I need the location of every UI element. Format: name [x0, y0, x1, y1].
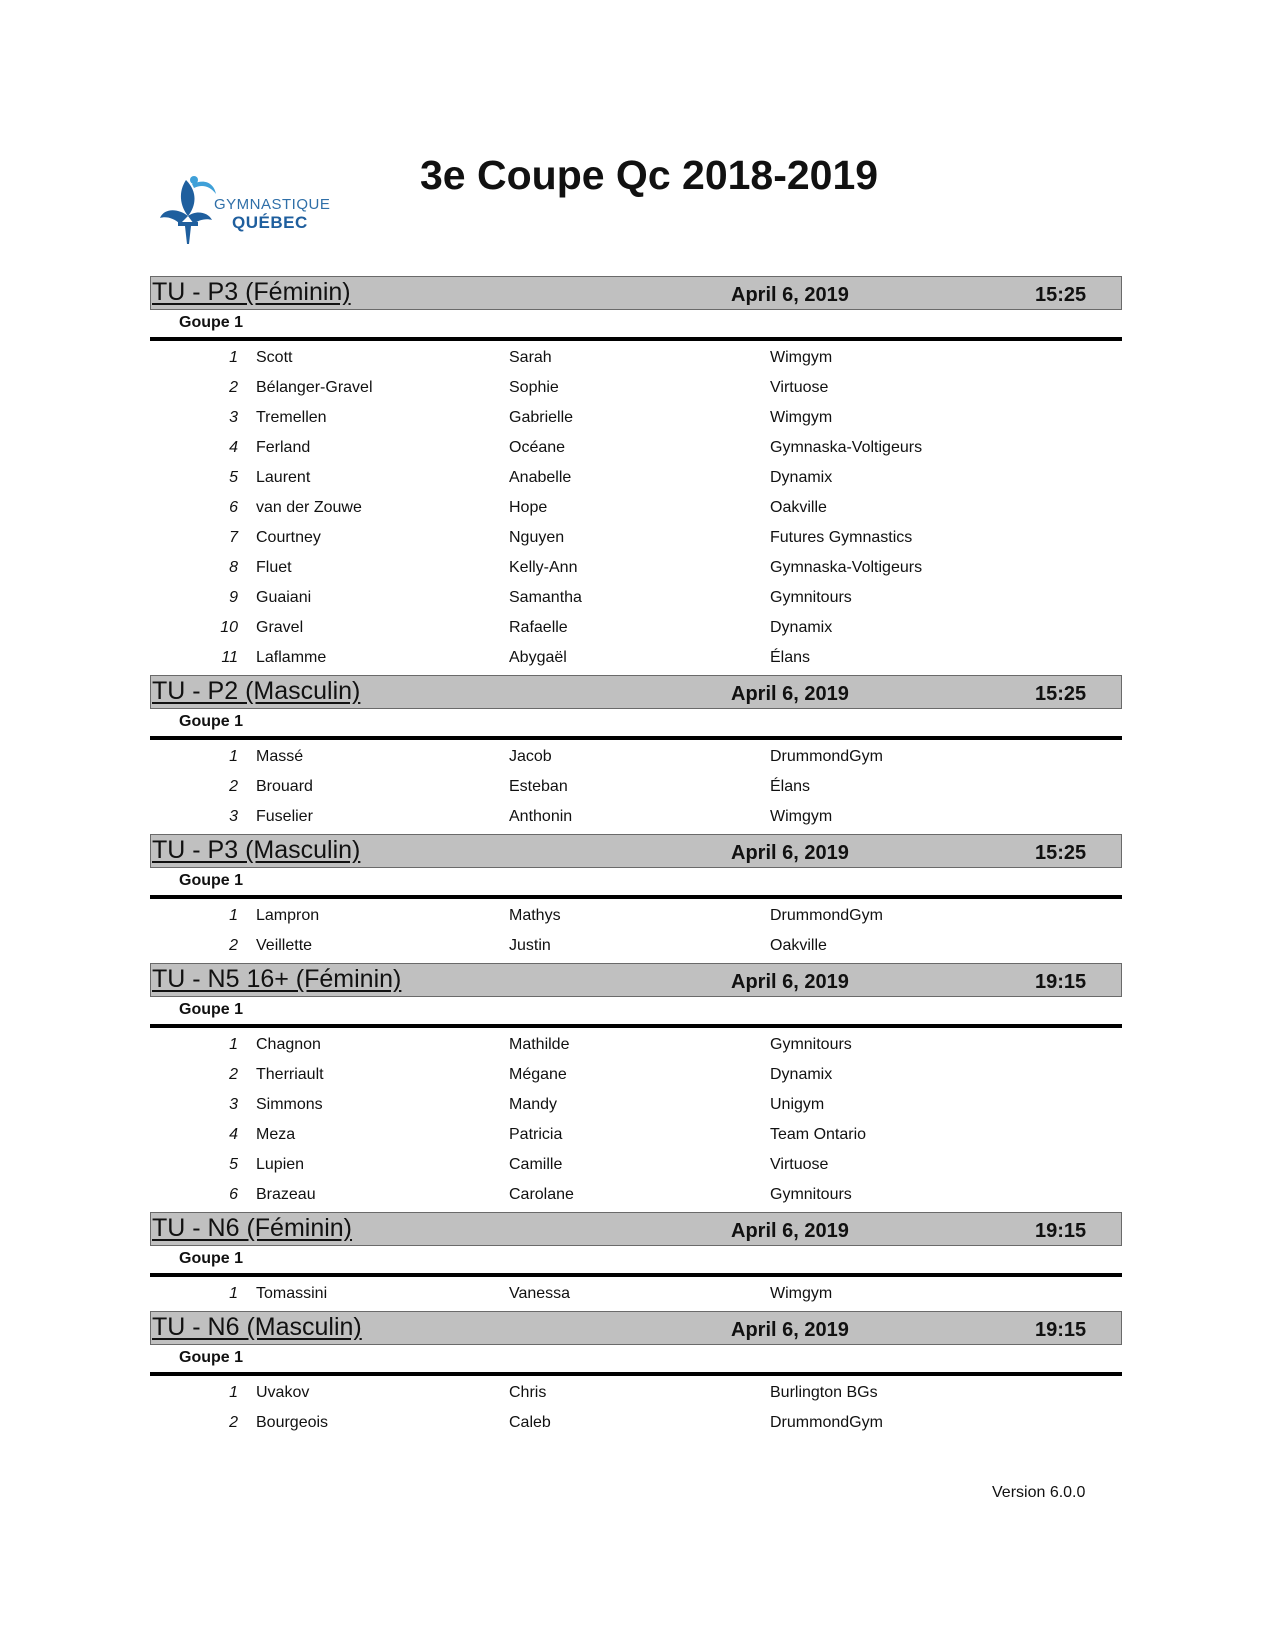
athlete-club: Burlington BGs — [770, 1384, 878, 1401]
section-title: TU - P3 (Masculin) — [152, 836, 361, 864]
athlete-club: DrummondGym — [770, 907, 883, 924]
athlete-row — [150, 1408, 1122, 1438]
athlete-rank: 3 — [229, 1096, 238, 1113]
athlete-first-name: Anabelle — [509, 469, 572, 486]
athlete-last-name: Uvakov — [256, 1384, 310, 1401]
category-section — [150, 1212, 1122, 1311]
athlete-rank: 5 — [229, 1156, 238, 1173]
group-row — [150, 997, 1122, 1028]
athlete-rank: 1 — [229, 748, 238, 765]
athlete-row — [150, 1150, 1122, 1180]
group-row — [150, 1246, 1122, 1277]
section-header — [150, 834, 1122, 868]
athlete-last-name: van der Zouwe — [256, 499, 362, 516]
competition-schedule — [150, 276, 1122, 1440]
athlete-row — [150, 1090, 1122, 1120]
section-title: TU - P3 (Féminin) — [152, 278, 351, 306]
athlete-rank: 4 — [229, 439, 238, 456]
athlete-rank: 1 — [229, 349, 238, 366]
athlete-club: Oakville — [770, 937, 827, 954]
athlete-rank: 2 — [229, 379, 238, 396]
athlete-first-name: Océane — [509, 439, 566, 456]
athlete-row — [150, 1030, 1122, 1060]
athlete-rank: 3 — [229, 409, 238, 426]
athlete-first-name: Mathys — [509, 907, 561, 924]
athlete-rank: 10 — [220, 619, 238, 636]
athlete-first-name: Jacob — [509, 748, 552, 765]
section-date: April 6, 2019 — [731, 1319, 849, 1341]
athlete-last-name: Courtney — [256, 529, 321, 546]
athlete-rank: 8 — [229, 559, 238, 576]
athlete-row — [150, 523, 1122, 553]
group-label: Goupe 1 — [179, 1349, 244, 1366]
athlete-first-name: Chris — [509, 1384, 547, 1401]
fleur-de-lis-gymnast-icon — [158, 172, 218, 252]
athlete-rank: 1 — [229, 1384, 238, 1401]
athlete-club: Team Ontario — [770, 1126, 867, 1143]
athlete-list — [150, 1376, 1122, 1440]
athlete-first-name: Gabrielle — [509, 409, 574, 426]
gymnastique-quebec-logo — [158, 172, 331, 252]
athlete-row — [150, 583, 1122, 613]
section-time: 19:15 — [1035, 1319, 1087, 1341]
athlete-first-name: Justin — [509, 937, 551, 954]
athlete-first-name: Camille — [509, 1156, 563, 1173]
athlete-club: Wimgym — [770, 349, 833, 366]
athlete-last-name: Fuselier — [256, 808, 313, 825]
athlete-row — [150, 373, 1122, 403]
athlete-row — [150, 772, 1122, 802]
athlete-rank: 2 — [229, 778, 238, 795]
athlete-last-name: Veillette — [256, 937, 313, 954]
athlete-rank: 1 — [229, 907, 238, 924]
group-row — [150, 868, 1122, 899]
athlete-rank: 2 — [229, 937, 238, 954]
athlete-last-name: Bourgeois — [256, 1414, 329, 1431]
athlete-last-name: Guaiani — [256, 589, 312, 606]
group-label: Goupe 1 — [179, 713, 244, 730]
category-section — [150, 963, 1122, 1212]
section-title: TU - N6 (Masculin) — [152, 1313, 362, 1341]
section-date: April 6, 2019 — [731, 1220, 849, 1242]
athlete-row — [150, 931, 1122, 961]
athlete-first-name: Sophie — [509, 379, 559, 396]
group-row — [150, 1345, 1122, 1376]
athlete-club: Gymnitours — [770, 1186, 852, 1203]
athlete-club: Dynamix — [770, 1066, 833, 1083]
athlete-club: DrummondGym — [770, 748, 883, 765]
athlete-last-name: Brazeau — [256, 1186, 316, 1203]
athlete-row — [150, 493, 1122, 523]
athlete-row — [150, 433, 1122, 463]
athlete-last-name: Brouard — [256, 778, 313, 795]
athlete-rank: 9 — [229, 589, 238, 606]
group-row — [150, 310, 1122, 341]
athlete-rank: 7 — [229, 529, 238, 546]
athlete-last-name: Lampron — [256, 907, 320, 924]
section-date: April 6, 2019 — [731, 842, 849, 864]
athlete-rank: 6 — [229, 1186, 238, 1203]
athlete-club: Gymnaska-Voltigeurs — [770, 439, 923, 456]
athlete-club: Unigym — [770, 1096, 825, 1113]
section-title: TU - N6 (Féminin) — [152, 1214, 353, 1242]
logo-text-line1: GYMNASTIQUE — [214, 196, 331, 213]
athlete-rank: 11 — [221, 649, 238, 666]
athlete-list — [150, 1028, 1122, 1212]
athlete-club: Dynamix — [770, 619, 833, 636]
athlete-rank: 5 — [229, 469, 238, 486]
section-time: 19:15 — [1035, 971, 1087, 993]
athlete-last-name: Lupien — [256, 1156, 305, 1173]
section-date: April 6, 2019 — [731, 971, 849, 993]
group-label: Goupe 1 — [179, 314, 244, 331]
athlete-first-name: Carolane — [509, 1186, 574, 1203]
athlete-row — [150, 1378, 1122, 1408]
athlete-club: Wimgym — [770, 808, 833, 825]
athlete-last-name: Bélanger-Gravel — [256, 379, 373, 396]
category-section — [150, 276, 1122, 675]
athlete-rank: 1 — [229, 1036, 238, 1053]
athlete-row — [150, 1279, 1122, 1309]
athlete-club: Futures Gymnastics — [770, 529, 913, 546]
athlete-club: Virtuose — [770, 1156, 829, 1173]
section-time: 15:25 — [1035, 284, 1087, 306]
athlete-club: Dynamix — [770, 469, 833, 486]
athlete-first-name: Patricia — [509, 1126, 563, 1143]
athlete-row — [150, 463, 1122, 493]
athlete-last-name: Tremellen — [256, 409, 327, 426]
category-section — [150, 834, 1122, 963]
athlete-row — [150, 403, 1122, 433]
athlete-last-name: Massé — [256, 748, 304, 765]
page-title: 3e Coupe Qc 2018-2019 — [420, 152, 879, 198]
athlete-list — [150, 1277, 1122, 1311]
athlete-last-name: Chagnon — [256, 1036, 321, 1053]
athlete-row — [150, 643, 1122, 673]
section-date: April 6, 2019 — [731, 683, 849, 705]
group-label: Goupe 1 — [179, 872, 244, 889]
athlete-first-name: Sarah — [509, 349, 552, 366]
section-date: April 6, 2019 — [731, 284, 849, 306]
section-time: 19:15 — [1035, 1220, 1087, 1242]
athlete-rank: 6 — [229, 499, 238, 516]
athlete-row — [150, 742, 1122, 772]
athlete-club: Gymnitours — [770, 589, 852, 606]
logo-text-line2: QUÉBEC — [232, 213, 308, 232]
section-time: 15:25 — [1035, 842, 1087, 864]
athlete-club: Virtuose — [770, 379, 829, 396]
athlete-rank: 3 — [229, 808, 238, 825]
athlete-club: Oakville — [770, 499, 827, 516]
athlete-list — [150, 899, 1122, 963]
athlete-row — [150, 613, 1122, 643]
athlete-last-name: Simmons — [256, 1096, 323, 1113]
athlete-club: Wimgym — [770, 1285, 833, 1302]
athlete-rank: 2 — [229, 1414, 238, 1431]
athlete-first-name: Mathilde — [509, 1036, 570, 1053]
athlete-list — [150, 740, 1122, 834]
section-time: 15:25 — [1035, 683, 1087, 705]
athlete-row — [150, 1060, 1122, 1090]
section-header — [150, 963, 1122, 997]
athlete-last-name: Laflamme — [256, 649, 327, 666]
athlete-last-name: Gravel — [256, 619, 304, 636]
athlete-first-name: Abygaël — [509, 649, 567, 666]
athlete-first-name: Hope — [509, 499, 548, 516]
athlete-rank: 1 — [229, 1285, 238, 1302]
athlete-first-name: Kelly-Ann — [509, 559, 578, 576]
athlete-row — [150, 901, 1122, 931]
athlete-row — [150, 343, 1122, 373]
section-title: TU - N5 16+ (Féminin) — [152, 965, 402, 993]
athlete-club: Élans — [770, 649, 811, 666]
athlete-first-name: Samantha — [509, 589, 582, 606]
group-label: Goupe 1 — [179, 1001, 244, 1018]
athlete-last-name: Therriault — [256, 1066, 324, 1083]
athlete-list — [150, 341, 1122, 675]
athlete-club: Gymnitours — [770, 1036, 852, 1053]
athlete-row — [150, 553, 1122, 583]
athlete-rank: 2 — [229, 1066, 238, 1083]
athlete-first-name: Nguyen — [509, 529, 565, 546]
athlete-last-name: Laurent — [256, 469, 311, 486]
athlete-first-name: Caleb — [509, 1414, 551, 1431]
section-header — [150, 276, 1122, 310]
athlete-last-name: Tomassini — [256, 1285, 328, 1302]
section-header — [150, 675, 1122, 709]
section-header — [150, 1311, 1122, 1345]
athlete-club: Élans — [770, 778, 811, 795]
athlete-row — [150, 1120, 1122, 1150]
athlete-first-name: Esteban — [509, 778, 568, 795]
group-label: Goupe 1 — [179, 1250, 244, 1267]
athlete-last-name: Scott — [256, 349, 293, 366]
athlete-first-name: Anthonin — [509, 808, 573, 825]
athlete-row — [150, 802, 1122, 832]
group-row — [150, 709, 1122, 740]
athlete-last-name: Fluet — [256, 559, 292, 576]
athlete-first-name: Mandy — [509, 1096, 558, 1113]
athlete-club: Gymnaska-Voltigeurs — [770, 559, 923, 576]
athlete-last-name: Ferland — [256, 439, 311, 456]
athlete-last-name: Meza — [256, 1126, 296, 1143]
athlete-first-name: Rafaelle — [509, 619, 568, 636]
category-section — [150, 1311, 1122, 1440]
section-title: TU - P2 (Masculin) — [152, 677, 361, 705]
section-header — [150, 1212, 1122, 1246]
athlete-club: DrummondGym — [770, 1414, 883, 1431]
version-label: Version 6.0.0 — [992, 1484, 1086, 1501]
athlete-row — [150, 1180, 1122, 1210]
athlete-first-name: Mégane — [509, 1066, 567, 1083]
category-section — [150, 675, 1122, 834]
athlete-club: Wimgym — [770, 409, 833, 426]
athlete-rank: 4 — [229, 1126, 238, 1143]
athlete-first-name: Vanessa — [509, 1285, 571, 1302]
